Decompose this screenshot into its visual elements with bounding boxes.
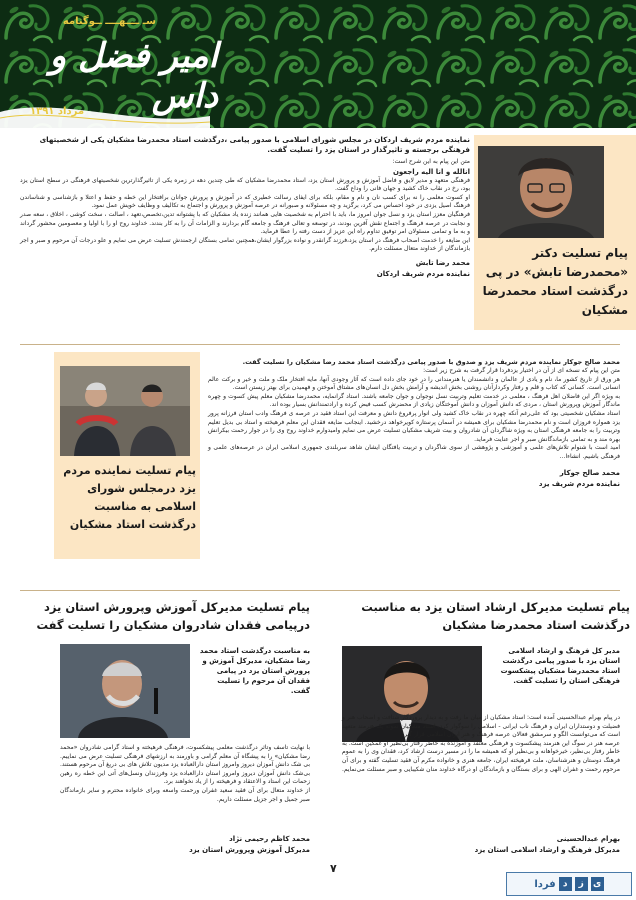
- section1-signature-name: محمد رضا تابش: [415, 258, 470, 267]
- section2-paragraph: استاد مشکیان شخصیتی بود که علی‌رغم آنکه چهره در نقاب خاک کشید ولی انوار پرفروغ دانش و معرفت این استاد فقید در عرصه ی فرهنگ وادب استان فرزانه پرور یزد همواره فروزان است و نام محمدرضا مشکیان برای همیشه در آسمان پرستاره کویرخواهد درخشید. اینجانب ضایعه فقدان این معلم فرهیخته و استاد بی بدیل تعلیم وتربیت را به جامعه فرهنگی استان به ویژه شاگردان آن شادروان و بیت شریف مشکیان تسلیت عرض می نمایم وامیدوارم خداوند روح وی را در جوار رحمت بیکرانش بهره مند و به تمامی بازماندگانش صبر و اجر عنایت فرماید.: [208, 409, 620, 443]
- section1-signature-title: نماینده مردم شریف اردکان: [376, 269, 470, 278]
- section4-lead: مدیر کل فرهنگ و ارشاد اسلامی استان یزد با صدور پیامی درگذشت استاد محمدرضا مشکیان پیشکسوت فرهنگی استان را تسلیت گفت.: [500, 647, 620, 685]
- section1-paragraph: فرهنگی متعهد و مدیر لایق و فاضل آموزش و پرورش استان یزد، استاد محمدرضا مشکیان که طی چندین دهه در زمره یکی از تاثیرگذارترین شخصیتهای فرهنگی در سطح استان یزد بود، رخ در نقاب خاک کشید و جهان فانی را وداع گفت.: [20, 176, 470, 193]
- logo-title: امیر فضل و داس: [49, 36, 218, 116]
- section2-panel-title: پیام تسلیت نماینده مردم یزد درمجلس شورای اسلامی به مناسبت درگذشت استاد مشکیان: [63, 464, 196, 531]
- section4-signature-name: بهرام عبدالحسینی: [556, 835, 620, 843]
- page-number: ۷: [330, 862, 337, 875]
- portrait-tabesh-photo: [478, 146, 604, 238]
- watermark-letter: ز: [575, 877, 588, 891]
- section2-paragraph: به ویژه اگر این فاضلان اهل فرهنگ ، معلمی در خدمت تعلیم وتربیت نسل نوجوان و جوان جامعه باشند. استاد گرانمایه، محمدرضا مشکیان معلم پیش کسوت و چهره ماندگار آموزش وپرورش استان ، مردی که دانش آموزان و دانش آموختگان زیادی از محضرش کسب فیض کرده و ارادتمندانش بسیار بوده اند.: [208, 392, 620, 409]
- rahiminejad-photo: [60, 644, 190, 738]
- section4-signature-title: مدیرکل فرهنگ و ارشاد اسلامی استان یزد: [474, 846, 620, 854]
- section1-panel-title: پیام تسلیت دکتر «محمدرضا تابش» در پی درگذشت استاد محمدرضا مشکیان: [482, 246, 628, 317]
- logo-subtitle: سـ ــــهــــ ــوگنامه: [62, 16, 156, 27]
- jokar-meeting-photo: [60, 366, 190, 456]
- section2-paragraph: هر ورق از تاریخ کشور ما، نام و یادی از عالمان و دانشمندان یا هنرمندانی را در خود جای داده است که آثار وجودی آنها، مایه افتخار ملک و ملت و خیر و برکت عالم انسانی است. کسانی که کتاب و قلم و رفتار وکردارآنان روشنی بخش اندیشه و آرامش بخش دل انسان‌های مشتاق آموختن و فهمیدن برای بهتر زیستن است.: [208, 375, 620, 392]
- section1-article: [20, 135, 470, 280]
- section3-signature: [60, 834, 310, 856]
- section2-signature-name: محمد صالح جوکار: [559, 468, 620, 477]
- watermark-letter: ی: [591, 877, 604, 891]
- section1-quran-verse: انالله و انا الیه راجعون: [392, 167, 470, 176]
- section1-paragraph: او کسوت معلمی را نه برای کسب نان و نام و مقام، بلکه برای ایفای رسالت خطیری که در آموزش و پرورش جوانان برافتخار این خطه و حفظ و اعتلا و بازشناسی و شناساندن فرهنگ اصیل یزدی در خود احساس می کرد، برگزید و چه مسئولانه و صبورانه در عرصه آموزش و پرورش و اجتماع به تکالیف و وظایف خویش عمل نمود.: [20, 193, 470, 210]
- section3-signature-name: محمد کاظم رحیمی نژاد: [229, 835, 310, 843]
- section1-intro: متن این پیام به این شرح است:: [392, 158, 470, 165]
- section1-paragraph: این ضایعه را خدمت اصحاب فرهنگ در استان یزد،فرزند گرانقدر و نواده بزرگوار ایشان،همچنین تمامی بستگان ارجمندش تسلیت عرض می نمایم و علو درجات آن مرحوم و صبر و اجر بازماندگان از خداوند متعال مسئلت دارم.: [20, 236, 470, 253]
- watermark-logo: [506, 872, 632, 896]
- section1-paragraph: فرهنگیان معزز استان یزد و نسل جوان امروز ما، باید با احترام به شخصیت هایی همانند زنده یاد مشکیان که با پشتوانه تدین،تخصص،تعهد ، اصالت ، سخت کوشی ، اخلاق ، سعه صدر و نجابت در عرصه فرهنگ و اجتماع نقش آفرین بودند، در توسعه و تعالی فرهنگ و جامعه گام بردارند و الزامات آن را به کار بندند. خداوند روح او را با اولیا و معصومین محشور گرداند و به ما و تمامی مسئولان امر توفیق تداوم راه این عزیز از دست رفته را عطا فرماید.: [20, 210, 470, 236]
- masthead: [0, 0, 636, 128]
- section4-signature: [342, 834, 620, 856]
- section2-intro: متن این پیام که نسخه ای از آن در اختیار یزدفردا قرار گرفت به شرح زیر است:: [423, 367, 620, 374]
- meeting-illustration: [60, 366, 190, 456]
- divider: [20, 344, 620, 345]
- section3-paragraph: از خداوند متعال برای آن فقید سعید غفران ورحمت واسعه وبرای خانواده محترم و سایر بازماندگان صبر جمیل و اجر جزیل مسئلت داریم.: [60, 786, 310, 803]
- watermark-letter: د: [559, 877, 572, 891]
- watermark-word: فردا: [534, 878, 556, 890]
- section2-paragraph: امید است با شنوام تلاش‌های علمی و آموزشی و پژوهشی از سوی شاگردان و تربیت یافتگان ایشان شاهد سربلندی جمهوری اسلامی ایران در عرصه‌های علمی و فرهنگی باشیم. انشاءا...: [208, 444, 620, 460]
- issue-date: مرداد ۱۳۹۱: [30, 106, 85, 117]
- divider: [20, 590, 620, 591]
- portrait-illustration: [478, 146, 604, 238]
- section4-title: پیام تسلیت مدیرکل ارشاد استان یزد به مناسبت درگذشت استاد محمدرضا مشکیان: [361, 600, 630, 632]
- section1-headline: نماینده مردم شریف اردکان در مجلس شورای اسلامی با صدور پیامی ،درگذشت استاد محمدرضا مشکیان یکی از شخصیتهای فرهنگی برجسته و تاثیرگذار در استان یزد را تسلیت گفت.: [39, 135, 470, 154]
- section4-paragraph: عرصه هنر در سوگ این هنرمند پیشکسوت و فرهنگی معتقد و آموزنده به خاطر رفتار بی‌نظیر او غمگین است. به خاطر رفتار بی‌نظیر، خیرخواهانه و بی‌نظیر او که همیشه ما را در مسیر درست ارشاد کرد، فقدان وی را به عموم فرهنگ دوستان و هنرشناسان، ملت فرهیخته ایران، جامعه هنری و خانواده مکرم آن فقید تسلیت گفته و برای آن مرحوم رحمت و غفران الهی و برای بستگان و بازماندگان او درگاه خداوند منان شکیبایی و صبر مسئلت می‌نمایم.: [342, 739, 620, 773]
- section2-headline: محمد صالح جوکار نماینده مردم شریف یزد و صدوق با صدور پیامی درگذشت استاد محمد رضا مشکیان را تسلیت گفت.: [242, 358, 620, 366]
- section4-paragraph: در پیام بهرام عبدالحسینی آمده است: استاد مشکیان از میان ما رفت و به دیدار پروردگار شتافت و اصحاب هنر و فضیلت و دوستداران ایران و فرهنگ ناب ایرانی - اسلامی را سوگوار کرد. استاد مشکیان نمونه یک هنرمند متعهد است که می‌توانست الگو و سرمشق فعالان عرصه فرهنگ و هنر ایران اسلامی قرار گیرد.: [342, 714, 620, 739]
- section3-paragraph: با نهایت تاسف وتاثر درگذشت معلمی پیشکسوت، فرهنگی فرهیخته و استاد گرامی شادروان «محمد رضا مشکیان» را به پیشگاه آن معلم گرامی و باورمند به ارزشهای فرهنگی تسلیت عرض می نماییم. بی شک دانش آموزان دیروز وامروز استان دارالعباده یزد مدیون تلاش های بی دریغ آن مرحوم هستند. بی‌شک دانش آموزان دیروز وامروز استان دارالعباده یزد وفرزندان ونسل‌های آتی این خطه ره رهین زحمات این استاد و الاعتقاد و فرهیخته را از یاد نخواهند برد.: [60, 744, 310, 786]
- section3-lead: به مناسبت درگذشت استاد محمد رضا مشکیان، مدیرکل آموزش و پرورش استان یزد در پیامی فقدان آن مرحوم را تسلیت گفت.: [199, 647, 310, 695]
- section2-signature-title: نماینده مردم شریف یزد: [538, 479, 620, 488]
- portrait-illustration: [60, 644, 190, 738]
- section3-title: پیام تسلیت مدیرکل آموزش وپرورش استان یزد درپیامی فقدان شادروان مشکیان را تسلیت گفت: [36, 600, 310, 632]
- logo: [28, 14, 218, 124]
- section3-signature-title: مدیرکل آموزش وپرورش استان یزد: [189, 846, 310, 854]
- section3-article: [60, 744, 310, 804]
- section2-article: [208, 358, 620, 490]
- section4-article: [342, 714, 620, 774]
